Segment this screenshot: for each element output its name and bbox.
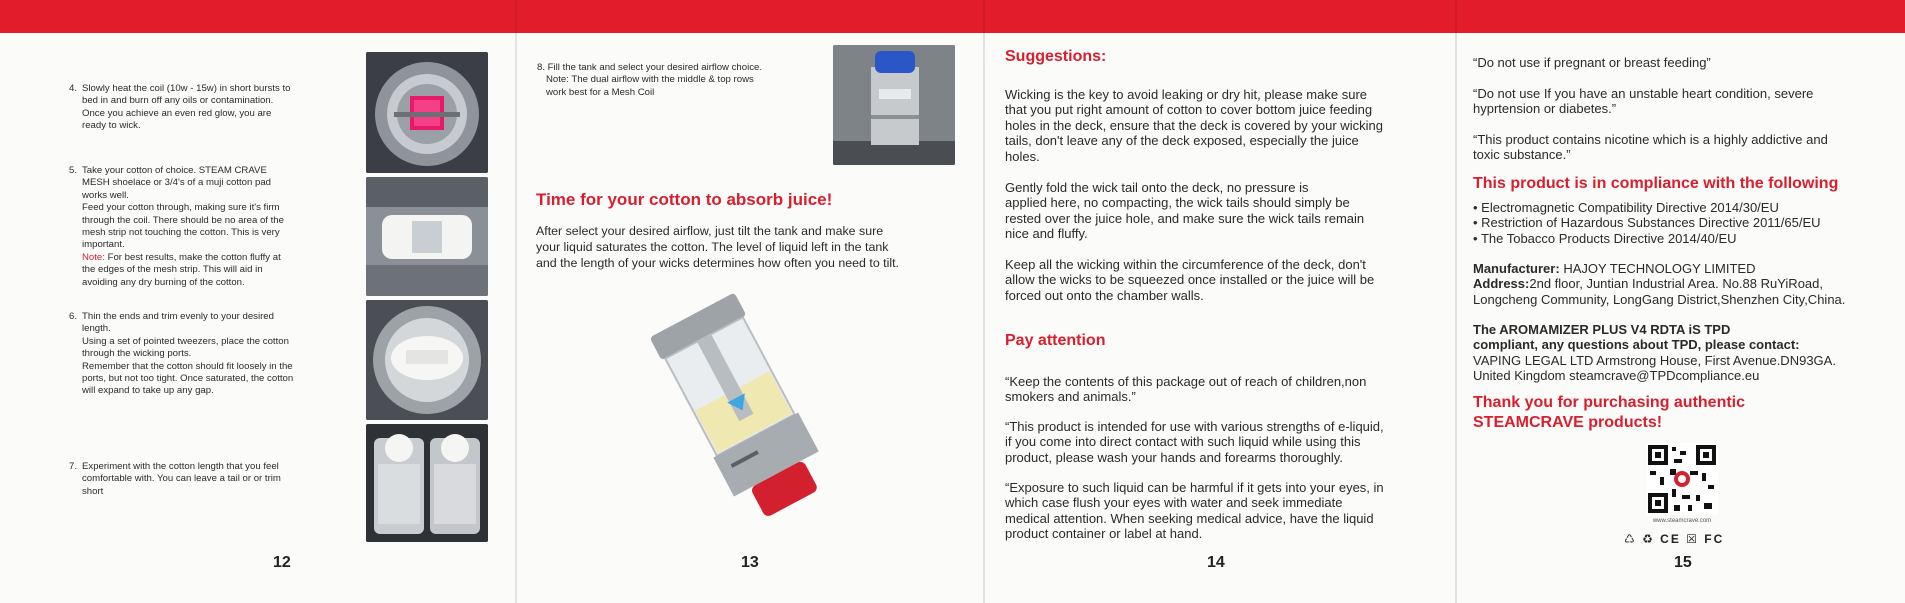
step-4: 4. Slowly heat the coil (10w - 15w) in short bursts to bed in and burn off any oils or contamination. Once you achieve an even red glow, you are ready to wick. [69,83,291,132]
attention-para-2: “This product is intended for use with various strengths of e-liquid, if you come into direct contact with such liquid while using this product, please wash your hands and forearms thoroughly. [1005,419,1384,465]
fold-line [1455,0,1457,603]
suggestions-heading: Suggestions: [1005,48,1107,65]
page-number-14: 14 [1207,554,1225,571]
step-7: 7. Experiment with the cotton length that you feel comfortable with. You can leave a tail or or trim short [69,461,281,497]
attention-para-1: “Keep the contents of this package out of reach of children,non smokers and animals.” [1005,374,1367,405]
warning-heart: “Do not use If you have an unstable heart condition, severe hyprtension or diabetes.” [1473,86,1814,117]
pay-attention-heading: Pay attention [1005,332,1106,349]
certification-marks: ♺ ♻ CE ☒ FC [1624,532,1725,546]
tilted-tank-illustration [640,292,850,542]
suggestions-para-3: Keep all the wicking within the circumference of the deck, don't allow the wicks to be squeezed once installed or the juice will be forced out onto the chamber walls. [1005,257,1375,303]
cotton-length-photo [366,424,488,542]
warning-nicotine: “This product contains nicotine which is a highly addictive and toxic substance.” [1473,132,1828,163]
step-5: 5. Take your cotton of choice. STEAM CRAVE MESH shoelace or 3/4's of a muji cotton pad works well. Feed your cotton through, making sure it's firm through the coil. There should be no area of the mesh strip not touching the cotton. This is very important. Note: For best results, make the cotton fluffy at the edges of the mesh strip. This will aid in avoiding any dry burning of the cotton. [69,165,284,288]
step-6: 6. Thin the ends and trim evenly to your desired length. Using a set of pointed tweezers, place the cotton through the wicking ports. Remember that the cotton should fit loosely in the ports, but not too tight. Once saturated, the cotton will expand to take up any gap. [69,311,294,397]
note-label: Note: [82,251,105,263]
fold-line [983,0,985,603]
cotton-feed-photo [366,177,488,296]
compliance-heading: This product is in compliance with the following [1473,175,1839,192]
qr-code[interactable] [1646,443,1718,515]
website-label: www.steamcrave.com [1652,518,1712,524]
warning-pregnancy: “Do not use if pregnant or breast feeding” [1473,55,1711,70]
tank-airflow-photo [833,45,955,165]
thank-you-heading: Thank you for purchasing authentic STEAMCRAVE products! [1473,394,1746,431]
suggestions-para-1: Wicking is the key to avoid leaking or dry hit, please make sure that you put right amount of cotton to cover bottom juice feeding holes in the deck, ensure that the deck is covered by your wicking tails, don't leave any of the deck exposed, especially the juice holes. [1005,87,1383,164]
fold-line [515,0,517,603]
step-8: 8. Fill the tank and select your desired airflow choice. Note: The dual airflow with the middle & top rows work best for a Mesh Coil [537,62,763,98]
cotton-trim-photo [366,300,488,420]
absorb-juice-heading: Time for your cotton to absorb juice! [536,190,833,209]
absorb-juice-body: After select your desired airflow, just tilt the tank and make sure your liquid saturates the cotton. The level of liquid left in the tank and the length of your wicks determines how often you need to tilt. [536,224,899,270]
manufacturer-block: Manufacturer: HAJOY TECHNOLOGY LIMITED Address:2nd floor, Juntian Industrial Area. No.88 RuYiRoad, Longcheng Community, LongGang District,Shenzhen City,China. [1473,261,1846,307]
directive-item: • Electromagnetic Compatibility Directive 2014/30/EU [1473,200,1883,215]
directive-item: • The Tobacco Products Directive 2014/40/EU [1473,231,1883,246]
page-number-15: 15 [1674,554,1692,571]
top-red-band [0,0,1905,33]
attention-para-3: “Exposure to such liquid can be harmful if it gets into your eyes, in which case flush your eyes with water and seek immediate medical attention. When seeking medical advice, have the liquid product container or label at hand. [1005,480,1384,542]
directive-list [1473,200,1883,246]
suggestions-para-2: Gently fold the wick tail onto the deck, no pressure is applied here, no compacting, the wick tails should simply be rested over the juice hole, and make sure the wick tails remain nice and fluffy. [1005,180,1365,242]
page-number-13: 13 [741,554,759,571]
page-number-12: 12 [273,554,291,571]
tpd-contact-block: The AROMAMIZER PLUS V4 RDTA iS TPD compliant, any questions about TPD, please contact: VAPING LEGAL LTD Armstrong House, First Avenue.DN93GA. United Kingdom steamcrave@TPDcompliance.eu [1473,322,1836,384]
coil-heating-photo [366,52,488,173]
directive-item: • Restriction of Hazardous Substances Directive 2011/65/EU [1473,215,1883,230]
